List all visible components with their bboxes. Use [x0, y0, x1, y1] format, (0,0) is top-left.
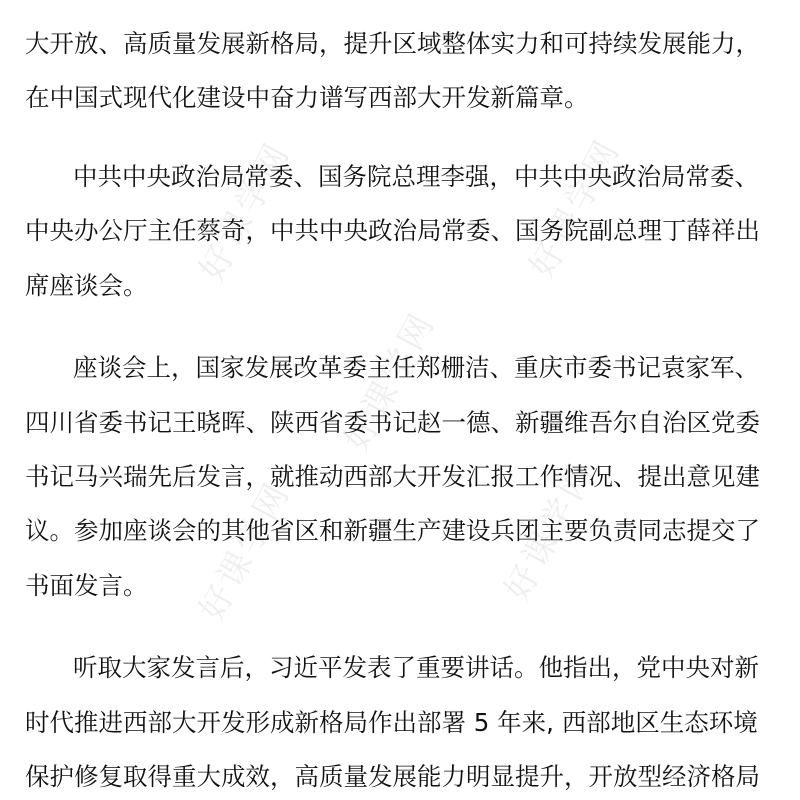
text-line: 议。参加座谈会的其他省区和新疆生产建设兵团主要负责同志提交了 — [25, 516, 760, 545]
watermark: 好课学网 — [192, 474, 299, 628]
paragraph-start-line: 听取大家发言后，习近平发表了重要讲话。他指出，党中央对新 — [73, 653, 759, 682]
text-line: 在中国式现代化建设中奋力谱写西部大开发新篇章。 — [25, 83, 589, 112]
watermark: 好课学网 — [522, 131, 629, 285]
watermark: 好课学网 — [192, 134, 299, 288]
text-line: 中央办公厅主任蔡奇，中共中央政治局常委、国务院副总理丁薛祥出 — [25, 216, 760, 245]
paragraph-start-line: 中共中央政治局常委、国务院总理李强，中共中央政治局常委、 — [73, 162, 759, 191]
text-line: 保护修复取得重大成效，高质量发展能力明显提升，开放型经济格局 — [25, 762, 760, 791]
text-line: 席座谈会。 — [25, 271, 148, 300]
watermark: 好课学网 — [497, 454, 604, 608]
text-line: 时代推进西部大开发形成新格局作出部署 5 年来, 西部地区生态环境 — [25, 708, 758, 737]
paragraph-start-line: 座谈会上，国家发展改革委主任郑栅洁、重庆市委书记袁家军、 — [73, 353, 759, 382]
text-line: 书面发言。 — [25, 571, 148, 600]
text-line: 大开放、高质量发展新格局，提升区域整体实力和可持续发展能力， — [25, 29, 760, 58]
text-line: 四川省委书记王晓晖、陕西省委书记赵一德、新疆维吾尔自治区党委 — [25, 408, 760, 437]
text-line: 书记马兴瑞先后发言，就推动西部大开发汇报工作情况、提出意见建 — [25, 462, 760, 491]
watermark: 好课学网 — [337, 304, 444, 458]
